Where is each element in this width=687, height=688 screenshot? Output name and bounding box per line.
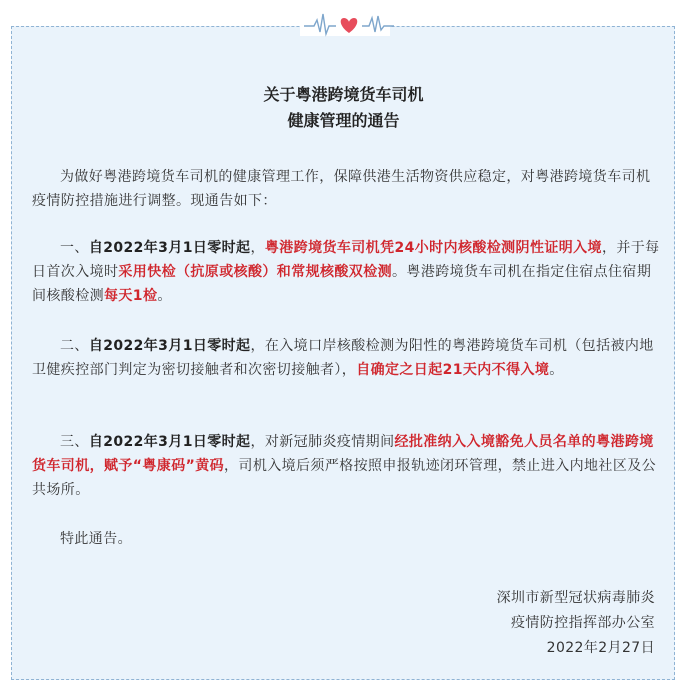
closing-paragraph bbox=[32, 527, 662, 551]
item-2-prefix: 二、 bbox=[60, 338, 89, 354]
item-1-sep: ， bbox=[250, 240, 265, 256]
intro-paragraph bbox=[32, 165, 662, 213]
item-3-text-2: ，司机入境后须严格按照申报轨迹闭环管理，禁止进入内地社区及公共场所。 bbox=[32, 458, 657, 498]
signature-date: 2022年2月27日 bbox=[546, 640, 655, 656]
item-1-text-1: ，并于每日首次入境时 bbox=[32, 240, 660, 280]
title-line-2: 健康管理的通告 bbox=[287, 111, 400, 130]
signature-org-line-1: 深圳市新型冠状病毒肺炎 bbox=[496, 590, 655, 606]
item-3-date: 自2022年3月1日零时起 bbox=[88, 434, 251, 450]
intro-text: 为做好粤港跨境货车司机的健康管理工作，保障供港生活物资供应稳定，对粤港跨境货车司机疫情防控措施进行调整。现通告如下： bbox=[32, 169, 651, 209]
heartbeat-heart-decoration bbox=[0, 0, 687, 40]
item-3-prefix: 三、 bbox=[60, 434, 89, 450]
item-2-date: 自2022年3月1日零时起 bbox=[88, 338, 251, 354]
item-2-text-1: ，在入境口岸核酸检测为阳性的粤港跨境货车司机（包括被内地卫健疾控部门判定为密切接触者和次密切接触者）， bbox=[32, 338, 654, 378]
signature-org-line-2: 疫情防控指挥部办公室 bbox=[511, 615, 655, 631]
item-1-red-3: 每天1检 bbox=[104, 288, 158, 304]
item-1-red-2: 采用快检（抗原或核酸）和常规核酸双检测 bbox=[118, 264, 393, 280]
item-1-end: 。 bbox=[157, 288, 172, 304]
item-2-end: 。 bbox=[549, 362, 564, 378]
item-2-red-1: 自确定之日起21天内不得入境 bbox=[356, 362, 550, 378]
title-line-1: 关于粤港跨境货车司机 bbox=[263, 85, 424, 104]
item-1-text-2: 。粤港跨境货车司机在指定住宿点住宿期间核酸检测 bbox=[32, 264, 652, 304]
notice-title bbox=[0, 82, 687, 134]
item-2-paragraph bbox=[32, 334, 662, 382]
closing-text: 特此通告。 bbox=[60, 531, 132, 547]
signature-block bbox=[497, 586, 655, 661]
item-3-paragraph bbox=[32, 430, 662, 502]
item-3-red-1: 经批准纳入入境豁免人员名单的粤港跨境货车司机，赋予“粤康码”黄码 bbox=[32, 434, 654, 474]
item-1-red-1: 粤港跨境货车司机凭24小时内核酸检测阴性证明入境 bbox=[264, 240, 602, 256]
item-1-paragraph bbox=[32, 236, 662, 308]
item-1-date: 自2022年3月1日零时起 bbox=[88, 240, 251, 256]
item-3-text-1: ，对新冠肺炎疫情期间 bbox=[250, 434, 395, 450]
item-1-prefix: 一、 bbox=[60, 240, 89, 256]
